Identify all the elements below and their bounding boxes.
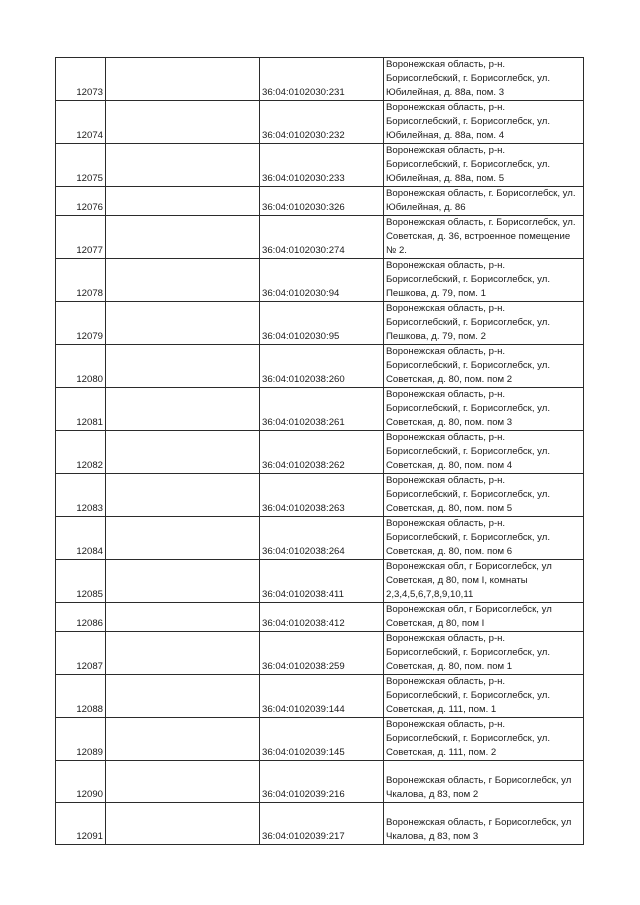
- address-cell: Воронежская область, р-н. Борисоглебский, г. Борисоглебск, ул. Советская, д. 111, пом. 2: [384, 718, 584, 761]
- address-cell: Воронежская область, р-н. Борисоглебский, г. Борисоглебск, ул. Пешкова, д. 79, пом. 2: [384, 302, 584, 345]
- address-cell: Воронежская область, р-н. Борисоглебский, г. Борисоглебск, ул. Советская, д. 80, пом. пом 1: [384, 632, 584, 675]
- table-row: [56, 101, 584, 144]
- empty-cell: [106, 517, 260, 560]
- empty-cell: [106, 474, 260, 517]
- table-row: [56, 144, 584, 187]
- address-cell: Воронежская область, р-н. Борисоглебский, г. Борисоглебск, ул. Юбилейная, д. 88а, пом. 5: [384, 144, 584, 187]
- cadastral-number-cell: 36:04:0102030:326: [260, 187, 384, 216]
- row-number-cell: 12077: [56, 216, 106, 259]
- row-number-cell: 12075: [56, 144, 106, 187]
- cadastral-number-cell: 36:04:0102038:263: [260, 474, 384, 517]
- empty-cell: [106, 101, 260, 144]
- empty-cell: [106, 302, 260, 345]
- table-row: [56, 431, 584, 474]
- cadastral-number-cell: 36:04:0102038:261: [260, 388, 384, 431]
- address-cell: Воронежская область, г. Борисоглебск, ул. Юбилейная, д. 86: [384, 187, 584, 216]
- register-body: [56, 58, 584, 845]
- address-cell: Воронежская область, г. Борисоглебск, ул. Советская, д. 36, встроенное помещение № 2.: [384, 216, 584, 259]
- empty-cell: [106, 603, 260, 632]
- row-number-cell: 12078: [56, 259, 106, 302]
- cadastral-number-cell: 36:04:0102039:144: [260, 675, 384, 718]
- empty-cell: [106, 187, 260, 216]
- address-cell: Воронежская область, г Борисоглебск, ул Чкалова, д 83, пом 2: [384, 761, 584, 803]
- empty-cell: [106, 216, 260, 259]
- row-number-cell: 12091: [56, 803, 106, 845]
- cadastral-number-cell: 36:04:0102039:217: [260, 803, 384, 845]
- cadastral-number-cell: 36:04:0102038:262: [260, 431, 384, 474]
- address-cell: Воронежская область, р-н. Борисоглебский, г. Борисоглебск, ул. Юбилейная, д. 88а, пом. 3: [384, 58, 584, 101]
- table-row: [56, 603, 584, 632]
- table-row: [56, 718, 584, 761]
- cadastral-number-cell: 36:04:0102038:412: [260, 603, 384, 632]
- cadastral-number-cell: 36:04:0102038:411: [260, 560, 384, 603]
- address-cell: Воронежская область, р-н. Борисоглебский, г. Борисоглебск, ул. Советская, д. 111, пом. 1: [384, 675, 584, 718]
- address-cell: Воронежская область, р-н. Борисоглебский, г. Борисоглебск, ул. Советская, д. 80, пом. пом 6: [384, 517, 584, 560]
- empty-cell: [106, 345, 260, 388]
- cadastral-number-cell: 36:04:0102038:259: [260, 632, 384, 675]
- cadastral-number-cell: 36:04:0102039:145: [260, 718, 384, 761]
- cadastral-number-cell: 36:04:0102030:274: [260, 216, 384, 259]
- empty-cell: [106, 632, 260, 675]
- row-number-cell: 12090: [56, 761, 106, 803]
- address-cell: Воронежская обл, г Борисоглебск, ул Советская, д 80, пом I, комнаты 2,3,4,5,6,7,8,9,10,11: [384, 560, 584, 603]
- row-number-cell: 12088: [56, 675, 106, 718]
- row-number-cell: 12073: [56, 58, 106, 101]
- row-number-cell: 12083: [56, 474, 106, 517]
- empty-cell: [106, 431, 260, 474]
- cadastral-number-cell: 36:04:0102030:231: [260, 58, 384, 101]
- address-cell: Воронежская область, р-н. Борисоглебский, г. Борисоглебск, ул. Юбилейная, д. 88а, пом. 4: [384, 101, 584, 144]
- table-row: [56, 632, 584, 675]
- cadastral-number-cell: 36:04:0102038:260: [260, 345, 384, 388]
- table-row: [56, 675, 584, 718]
- row-number-cell: 12076: [56, 187, 106, 216]
- row-number-cell: 12087: [56, 632, 106, 675]
- empty-cell: [106, 259, 260, 302]
- cadastral-number-cell: 36:04:0102030:233: [260, 144, 384, 187]
- address-cell: Воронежская область, р-н. Борисоглебский, г. Борисоглебск, ул. Пешкова, д. 79, пом. 1: [384, 259, 584, 302]
- table-row: [56, 216, 584, 259]
- address-cell: Воронежская область, р-н. Борисоглебский, г. Борисоглебск, ул. Советская, д. 80, пом. пом 5: [384, 474, 584, 517]
- table-row: [56, 259, 584, 302]
- table-row: [56, 474, 584, 517]
- cadastral-number-cell: 36:04:0102038:264: [260, 517, 384, 560]
- empty-cell: [106, 675, 260, 718]
- row-number-cell: 12086: [56, 603, 106, 632]
- address-cell: Воронежская область, р-н. Борисоглебский, г. Борисоглебск, ул. Советская, д. 80, пом. пом 2: [384, 345, 584, 388]
- table-row: [56, 58, 584, 101]
- register-sheet: [55, 57, 583, 845]
- row-number-cell: 12089: [56, 718, 106, 761]
- table-row: [56, 517, 584, 560]
- property-register-table: [55, 57, 584, 845]
- empty-cell: [106, 388, 260, 431]
- table-row: [56, 803, 584, 845]
- empty-cell: [106, 718, 260, 761]
- cadastral-number-cell: 36:04:0102030:232: [260, 101, 384, 144]
- row-number-cell: 12081: [56, 388, 106, 431]
- address-cell: Воронежская область, р-н. Борисоглебский, г. Борисоглебск, ул. Советская, д. 80, пом. пом 4: [384, 431, 584, 474]
- empty-cell: [106, 144, 260, 187]
- cadastral-number-cell: 36:04:0102030:95: [260, 302, 384, 345]
- row-number-cell: 12079: [56, 302, 106, 345]
- row-number-cell: 12074: [56, 101, 106, 144]
- table-row: [56, 560, 584, 603]
- table-row: [56, 388, 584, 431]
- table-row: [56, 302, 584, 345]
- empty-cell: [106, 58, 260, 101]
- address-cell: Воронежская обл, г Борисоглебск, ул Советская, д 80, пом I: [384, 603, 584, 632]
- empty-cell: [106, 560, 260, 603]
- table-row: [56, 345, 584, 388]
- row-number-cell: 12084: [56, 517, 106, 560]
- row-number-cell: 12085: [56, 560, 106, 603]
- cadastral-number-cell: 36:04:0102030:94: [260, 259, 384, 302]
- empty-cell: [106, 803, 260, 845]
- row-number-cell: 12080: [56, 345, 106, 388]
- empty-cell: [106, 761, 260, 803]
- address-cell: Воронежская область, г Борисоглебск, ул Чкалова, д 83, пом 3: [384, 803, 584, 845]
- table-row: [56, 187, 584, 216]
- table-row: [56, 761, 584, 803]
- cadastral-number-cell: 36:04:0102039:216: [260, 761, 384, 803]
- address-cell: Воронежская область, р-н. Борисоглебский, г. Борисоглебск, ул. Советская, д. 80, пом. пом 3: [384, 388, 584, 431]
- row-number-cell: 12082: [56, 431, 106, 474]
